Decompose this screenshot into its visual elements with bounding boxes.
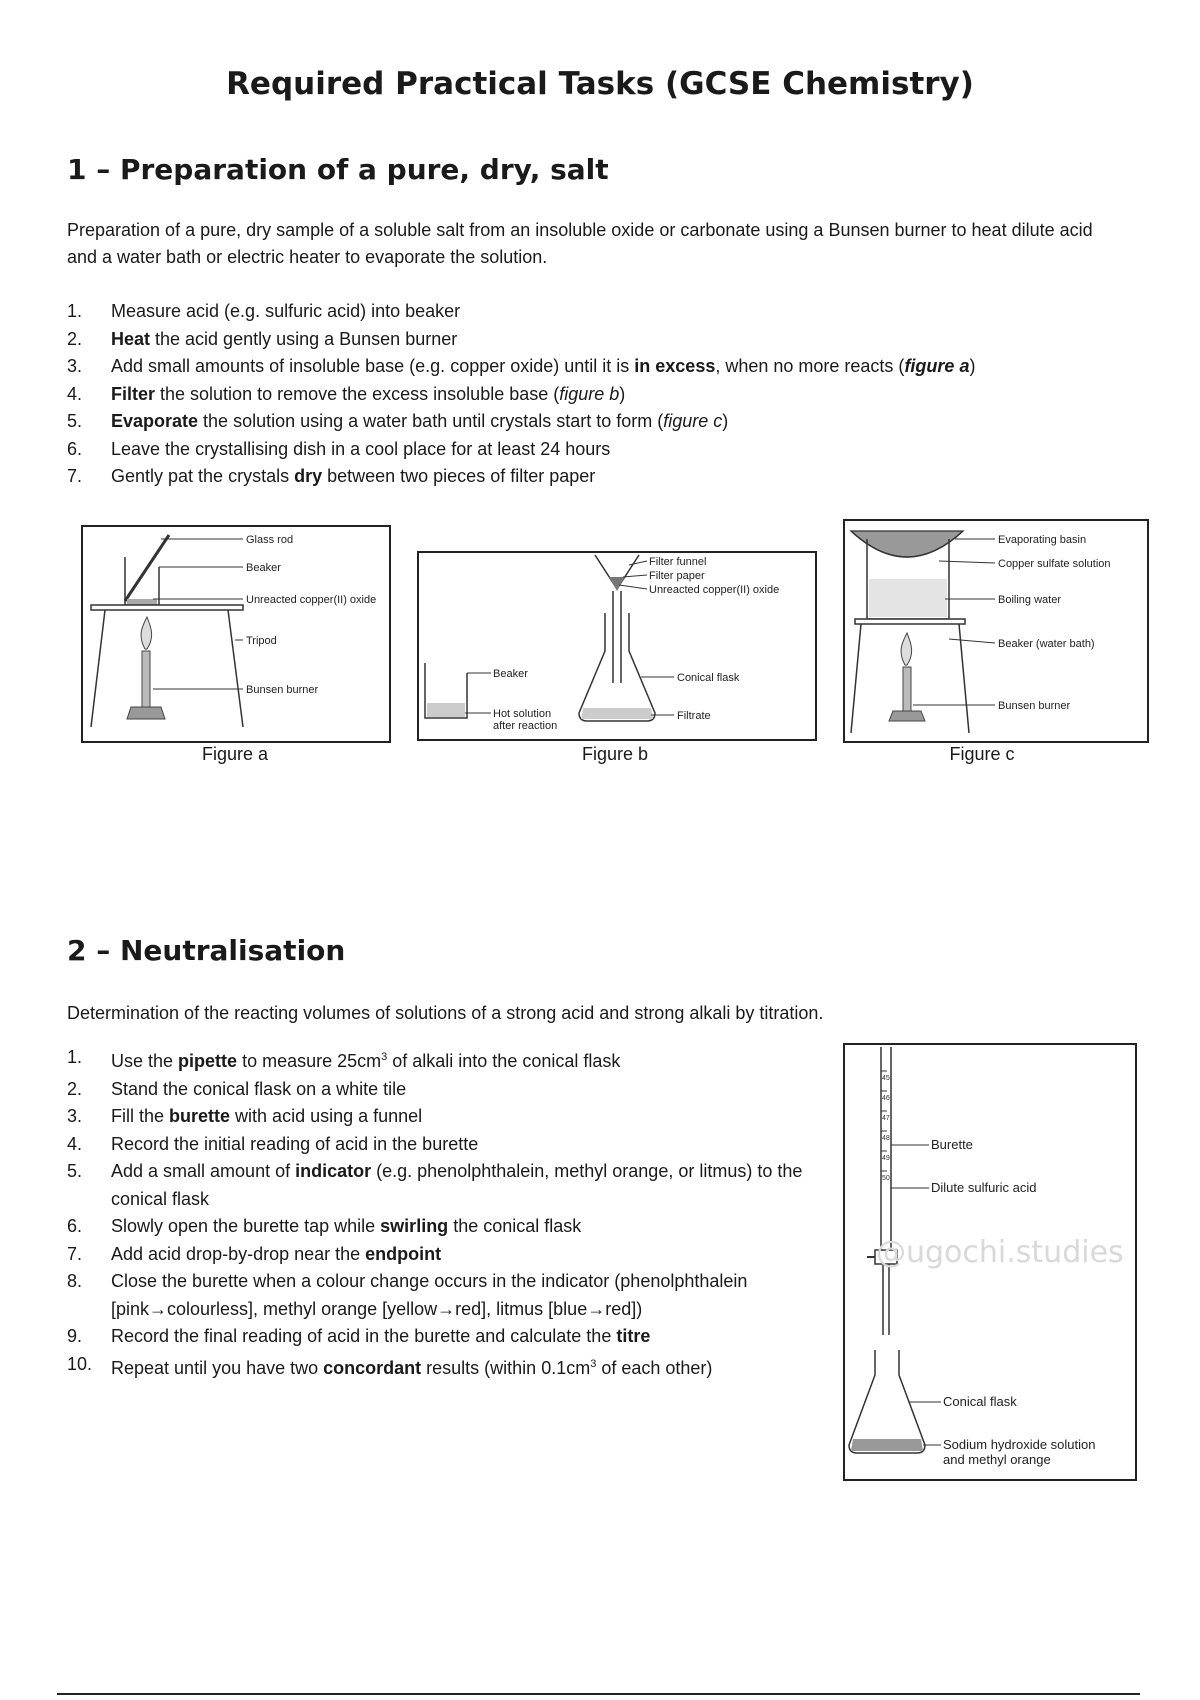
figure-a-caption: Figure a [201,744,269,764]
fig-b-label: Hot solution [493,708,552,720]
section2-heading: 2 – Neutralisation [67,934,346,967]
step-item [67,381,1147,409]
titration-label: Sodium hydroxide solution [943,1437,1096,1452]
burette-tick-label: 46 [882,1095,890,1102]
step-item [67,1351,807,1383]
step-number: 7. [67,1243,83,1264]
titration-label: Burette [931,1137,973,1152]
burette-tick-label: 50 [882,1175,890,1182]
fig-b-label: Filter funnel [649,556,707,568]
step-number: 4. [67,1133,83,1154]
fig-c-label: Evaporating basin [998,534,1087,546]
section1-steps [67,298,1147,491]
fig-b-label: Conical flask [677,672,740,684]
step-number: 5. [67,411,83,431]
section1-heading: 1 – Preparation of a pure, dry, salt [67,153,609,186]
step-number: 4. [67,383,83,404]
step-text: Use the pipette to measure $25cm^3$ of alkali into the conical flask [111,1051,621,1071]
step-item [67,463,1147,491]
titration-label: and methyl orange [943,1452,1051,1467]
figure-a [81,525,391,743]
page-title: Required Practical Tasks (GCSE Chemistry) [226,66,974,102]
step-number: 1. [67,1047,83,1067]
fig-a-label: Bunsen burner [246,684,319,696]
step-item [67,326,1147,354]
burette-tick-label: 47 [882,1115,890,1122]
step-text: Stand the conical flask on a white tile [111,1078,407,1099]
step-text: Evaporate the solution using a water bath until crystals start to form (figure c) [111,411,729,431]
fig-c-label: Copper sulfate solution [998,558,1111,570]
step-text: Gently pat the crystals dry between two pieces of filter paper [111,466,596,486]
step-number: 2. [67,328,83,349]
step-item [67,436,1147,464]
step-item [67,353,1147,381]
section1-intro: Preparation of a pure, dry sample of a soluble salt from an insoluble oxide or carbonate using a Bunsen burner to heat dilute acid and a water bath or electric heater to evaporate the solution. [67,220,1093,267]
step-item [67,1076,807,1104]
step-text: Add a small amount of indicator (e.g. phenolphthalein, methyl orange, or litmus) to the conical flask [111,1161,803,1209]
burette-scale [881,1071,890,1182]
step-number: 10. [67,1353,93,1374]
step-text: Measure acid (e.g. sulfuric acid) into beaker [111,301,461,321]
fig-c-label: Beaker (water bath) [998,638,1095,650]
fig-c-label: Boiling water [998,594,1061,606]
burette-tick-label: 45 [882,1075,890,1082]
step-text: Add acid drop-by-drop near the endpoint [111,1243,442,1264]
figure-c-caption: Figure c [949,744,1015,764]
fig-a-label: Beaker [246,562,281,574]
fig-b-label: Filtrate [677,710,711,722]
step-item [67,298,1147,326]
step-item [67,1103,807,1131]
step-text: Heat the acid gently using a Bunsen burner [111,328,458,349]
step-item [67,1213,807,1241]
step-number: 6. [67,438,83,459]
burette-tick-label: 48 [882,1135,890,1142]
fig-c-label: Bunsen burner [998,700,1071,712]
step-number: 8. [67,1271,83,1291]
fig-b-label: after reaction [493,720,558,732]
fig-a-label: Glass rod [246,534,294,546]
step-text: Record the final reading of acid in the burette and calculate the titre [111,1326,651,1346]
burette-tick-label: 49 [882,1155,890,1162]
step-number: 9. [67,1326,83,1346]
titration-label: Conical flask [943,1394,1017,1409]
step-item [67,1268,807,1323]
fig-a-label: Unreacted copper(II) oxide [246,594,377,606]
step-text: Record the initial reading of acid in the burette [111,1133,479,1154]
step-number: 6. [67,1216,83,1236]
step-item [67,1323,807,1351]
step-number: 2. [67,1078,83,1099]
step-text: Leave the crystallising dish in a cool place for at least 24 hours [111,438,611,459]
step-text: Add small amounts of insoluble base (e.g. copper oxide) until it is in excess, when no more reacts (figure a) [111,356,976,376]
fig-b-label: Beaker [493,668,528,680]
step-item [67,1158,807,1213]
step-text: Slowly open the burette tap while swirling the conical flask [111,1216,582,1236]
step-item [67,1131,807,1159]
section2-intro: Determination of the reacting volumes of solutions of a strong acid and strong alkali by titration. [67,1003,824,1023]
step-text: Filter the solution to remove the excess insoluble base (figure b) [111,383,626,404]
fig-b-label: Filter paper [649,570,705,582]
step-text: Close the burette when a colour change occurs in the indicator (phenolphthalein [pink→colourless], methyl orange [yellow→red], litmus [blue→red]) [111,1271,748,1319]
figure-b-caption: Figure b [581,744,649,764]
fig-a-label: Tripod [246,635,277,647]
fig-b-label: Unreacted copper(II) oxide [649,584,780,596]
step-number: 7. [67,466,83,486]
titration-label: Dilute sulfuric acid [931,1180,1037,1195]
step-item [67,408,1147,436]
step-text: Fill the burette with acid using a funnel [111,1106,423,1126]
figure-b [417,551,817,741]
step-number: 3. [67,1106,83,1126]
section2-steps [67,1044,807,1382]
bottom-rule [57,1693,1140,1695]
step-number: 1. [67,301,83,321]
step-number: 3. [67,356,83,376]
figure-c [843,519,1149,743]
step-item [67,1241,807,1269]
watermark: @ugochi.studies [876,1235,1124,1270]
step-item [67,1044,807,1076]
step-number: 5. [67,1161,83,1181]
step-text: Repeat until you have two concordant results (within $0.1cm^3$ of each other) [111,1357,713,1378]
